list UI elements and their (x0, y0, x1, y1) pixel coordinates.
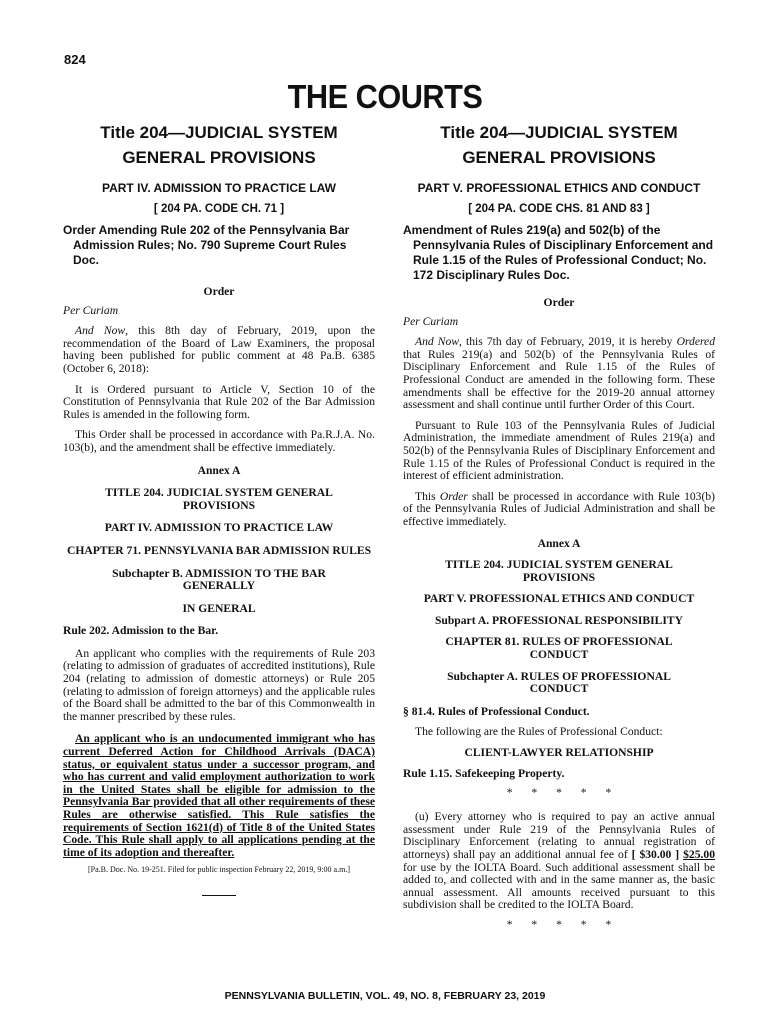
right-stars-2: * * * * * (506, 917, 612, 931)
left-end-rule (202, 895, 236, 896)
right-subhead-chapter: CHAPTER 81. RULES OF PROFESSIONAL CONDUCT (445, 635, 673, 662)
left-annex: Annex A (197, 463, 241, 477)
right-paragraph-2: Pursuant to Rule 103 of the Pennsylvania Rules of Judicial Administration, the immediate amendment of Rules 219(a) and 502(b) of the Pennsylvania Rules of Disciplinary Enforcement and Rule 1.15 of the Rules of Professional Conduct is required in the interest of efficient administration. (403, 418, 715, 483)
left-subhead-title: TITLE 204. JUDICIAL SYSTEM GENERAL PROVISIONS (105, 486, 333, 512)
right-paragraph-4: The following are the Rules of Professional Conduct: (415, 725, 663, 739)
right-title-line2: GENERAL PROVISIONS (462, 148, 656, 167)
right-section-heading: § 81.4. Rules of Professional Conduct. (403, 704, 590, 718)
left-paragraph-4: An applicant who complies with the requirements of Rule 203 (relating to admission of graduates of accredited institutions), Rule 204 (relating to admission of domestic attorneys) or Rule 205 (relating to admission of foreign attorneys) and the applicable rules of the Board shall be admitted to the bar of this Commonwealth in the manner prescribed by these rules. (63, 646, 375, 723)
left-title-line1: Title 204—JUDICIAL SYSTEM (100, 123, 338, 142)
right-part: PART V. PROFESSIONAL ETHICS AND CONDUCT (417, 181, 701, 195)
left-code: [ 204 PA. CODE CH. 71 ] (153, 203, 285, 215)
deleted-fee: [ $30.00 ] (631, 848, 680, 861)
right-paragraph-5: (u) Every attorney who is required to pay an active annual assessment under Rule 219 of the Pennsylvania Rules of Disciplinary Enforcement (relating to annual registration of attorneys) shall pay an additional annual fee of [ $30.00 ] $25.00 for use by the IOLTA Board. Such additional assessment shall be added to, and collected with and in the same manner as, the basic annual assessment. All amounts received pursuant to this subdivision shall be credited to the IOLTA Board. (403, 810, 715, 912)
right-paragraph-1: And Now, this 7th day of February, 2019, it is hereby Ordered that Rules 219(a) and 502(b) of the Pennsylvania Rules of Disciplinary Enforcement and Rule 1.15 of the Rules of Professional Conduct are amended in the following form. These amendments shall be effective for the 2019-20 annual attorney assessment and shall continue until further Order of this Court. (403, 335, 715, 412)
left-subhead-general: IN GENERAL (182, 601, 256, 615)
left-subhead-chapter: CHAPTER 71. PENNSYLVANIA BAR ADMISSION RULES (66, 543, 372, 557)
left-filing-note: [Pa.B. Doc. No. 19-251. Filed for public inspection February 22, 2019, 9:00 a.m.] (88, 865, 350, 875)
left-paragraph-2: It is Ordered pursuant to Article V, Section 10 of the Constitution of Pennsylvania that Rule 202 of the Bar Admission Rules is amended in the following form. (63, 382, 375, 421)
right-subhead-subchapter: Subchapter A. RULES OF PROFESSIONAL CONDUCT (447, 669, 671, 696)
right-subhead-client: CLIENT-LAWYER RELATIONSHIP (464, 746, 654, 760)
left-part: PART IV. ADMISSION TO PRACTICE LAW (101, 181, 337, 195)
right-order-label: Order (543, 296, 575, 309)
left-column (63, 120, 375, 896)
left-title-line2: GENERAL PROVISIONS (122, 148, 316, 167)
right-column (403, 120, 715, 931)
right-code: [ 204 PA. CODE CHS. 81 AND 83 ] (468, 203, 650, 215)
right-paragraph-3: This Order shall be processed in accordance with Rule 103(b) of the Pennsylvania Rules of Judicial Administration and shall be effective immediately. (403, 489, 715, 528)
left-order-label: Order (203, 285, 235, 298)
right-subhead-part: PART V. PROFESSIONAL ETHICS AND CONDUCT (423, 592, 695, 606)
right-subhead-subpart: Subpart A. PROFESSIONAL RESPONSIBILITY (434, 613, 684, 627)
right-stars-1: * * * * * (506, 786, 612, 800)
left-paragraph-1: And Now, this 8th day of February, 2019, upon the recommendation of the Board of Law Examiners, the proposal having been published for public comment at 48 Pa.B. 6385 (October 6, 2018): (63, 324, 375, 375)
right-heading: Amendment of Rules 219(a) and 502(b) of the Pennsylvania Rules of Disciplinary Enforcement and Rule 1.15 of the Rules of Professional Conduct; No. 172 Disciplinary Rules Doc. (403, 223, 714, 282)
right-annex: Annex A (537, 536, 581, 550)
footer: PENNSYLVANIA BULLETIN, VOL. 49, NO. 8, FEBRUARY 23, 2019 (224, 990, 546, 1002)
left-paragraph-5-underlined: An applicant who is an undocumented immigrant who has current Deferred Action for Childhood Arrivals (DACA) status, or equivalent status under a successor program, and who has current and valid employment authorization to work in the United States shall be eligible for admission to the Pennsylvania Bar provided that all other requirements of these Rules are otherwise satisfied. This Rule satisfies the requirements of Section 1621(d) of Title 8 of the United States Code. This Rule shall apply to all applications pending at the time of its adoption and thereafter. (63, 732, 375, 859)
page-number: 824 (64, 52, 86, 67)
right-per-curiam: Per Curiam (403, 314, 459, 328)
left-subhead-part: PART IV. ADMISSION TO PRACTICE LAW (104, 521, 334, 535)
left-paragraph-3: This Order shall be processed in accordance with Pa.R.J.A. No. 103(b), and the amendment shall be effective immediately. (63, 428, 375, 454)
left-heading: Order Amending Rule 202 of the Pennsylvania Bar Admission Rules; No. 790 Supreme Court Rules Doc. (63, 223, 350, 267)
right-rule-heading: Rule 1.15. Safekeeping Property. (403, 766, 565, 780)
new-fee: $25.00 (683, 848, 715, 861)
right-subhead-title: TITLE 204. JUDICIAL SYSTEM GENERAL PROVISIONS (445, 558, 673, 584)
left-subhead-subchapter: Subchapter B. ADMISSION TO THE BAR GENERALLY (112, 566, 326, 593)
masthead: THE COURTS (287, 78, 483, 115)
left-rule-heading: Rule 202. Admission to the Bar. (63, 624, 219, 638)
left-per-curiam: Per Curiam (63, 303, 119, 317)
right-title-line1: Title 204—JUDICIAL SYSTEM (440, 123, 678, 142)
